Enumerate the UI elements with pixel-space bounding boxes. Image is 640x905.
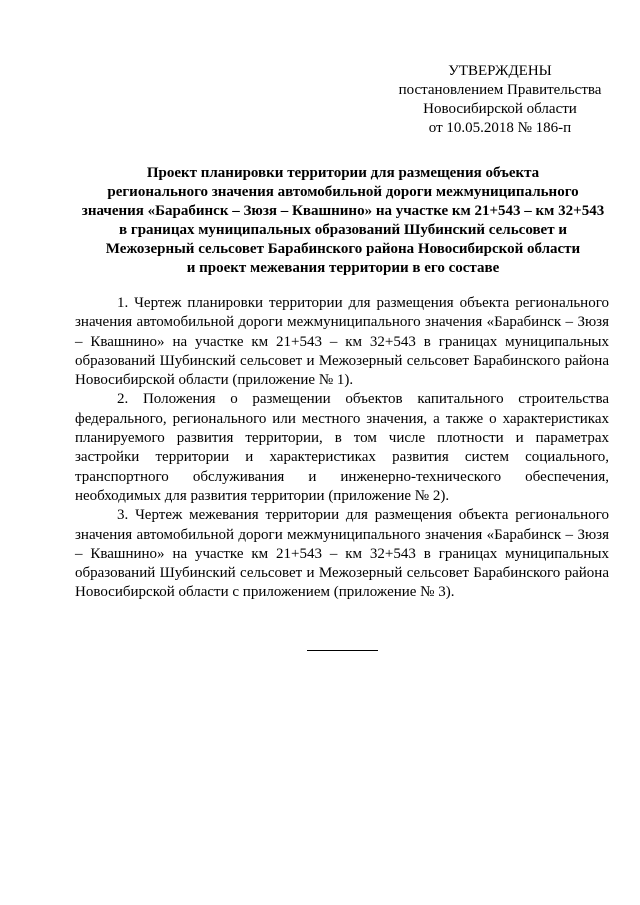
list-item-1: 1. Чертеж планировки территории для размещения объекта регионального значения автомобильной дороги межмуниципального значения «Барабинск – Зюзя – Квашнино» на участке км 21+543 – км 32+543 в границах муниципальных образований Шубинский сельсовет и Межозерный сельсовет Барабинского района Новосибирской области (приложение № 1).	[75, 295, 609, 389]
document-title	[78, 164, 608, 278]
approval-heading: УТВЕРЖДЕНЫ	[448, 63, 552, 79]
approval-stamp	[380, 62, 620, 138]
title-line-1: Проект планировки территории для размещения объекта	[146, 165, 540, 181]
title-line-4: в границах муниципальных образований Шубинский сельсовет и	[119, 222, 567, 238]
approval-line-2: Новосибирской области	[423, 101, 577, 117]
end-separator-line	[307, 650, 378, 651]
title-line-6: и проект межевания территории в его составе	[186, 260, 500, 276]
approval-line-1: постановлением Правительства	[398, 82, 602, 98]
approval-line-3: от 10.05.2018 № 186-п	[428, 120, 572, 136]
title-line-5: Межозерный сельсовет Барабинского района Новосибирской области	[105, 241, 581, 257]
title-line-2: регионального значения автомобильной дороги межмуниципального	[107, 184, 579, 200]
title-line-3: значения «Барабинск – Зюзя – Квашнино» на участке км 21+543 – км 32+543	[81, 203, 605, 219]
list-item-3: 3. Чертеж межевания территории для размещения объекта регионального значения автомобильной дороги межмуниципального значения «Барабинск – Зюзя – Квашнино» на участке км 21+543 – км 32+543 в границах муниципальных образований Шубинский сельсовет и Межозерный сельсовет Барабинского района Новосибирской области с приложением (приложение № 3).	[75, 507, 609, 601]
list-item-2: 2. Положения о размещении объектов капитального строительства федерального, регионального или местного значения, а также о характеристиках планируемого развития территории, в том числе плотности и параметрах застройки территории и характеристиках развития систем социального, транспортного обслуживания и инженерно-технического обеспечения, необходимых для развития территории (приложение № 2).	[75, 391, 609, 504]
document-body	[75, 294, 609, 603]
